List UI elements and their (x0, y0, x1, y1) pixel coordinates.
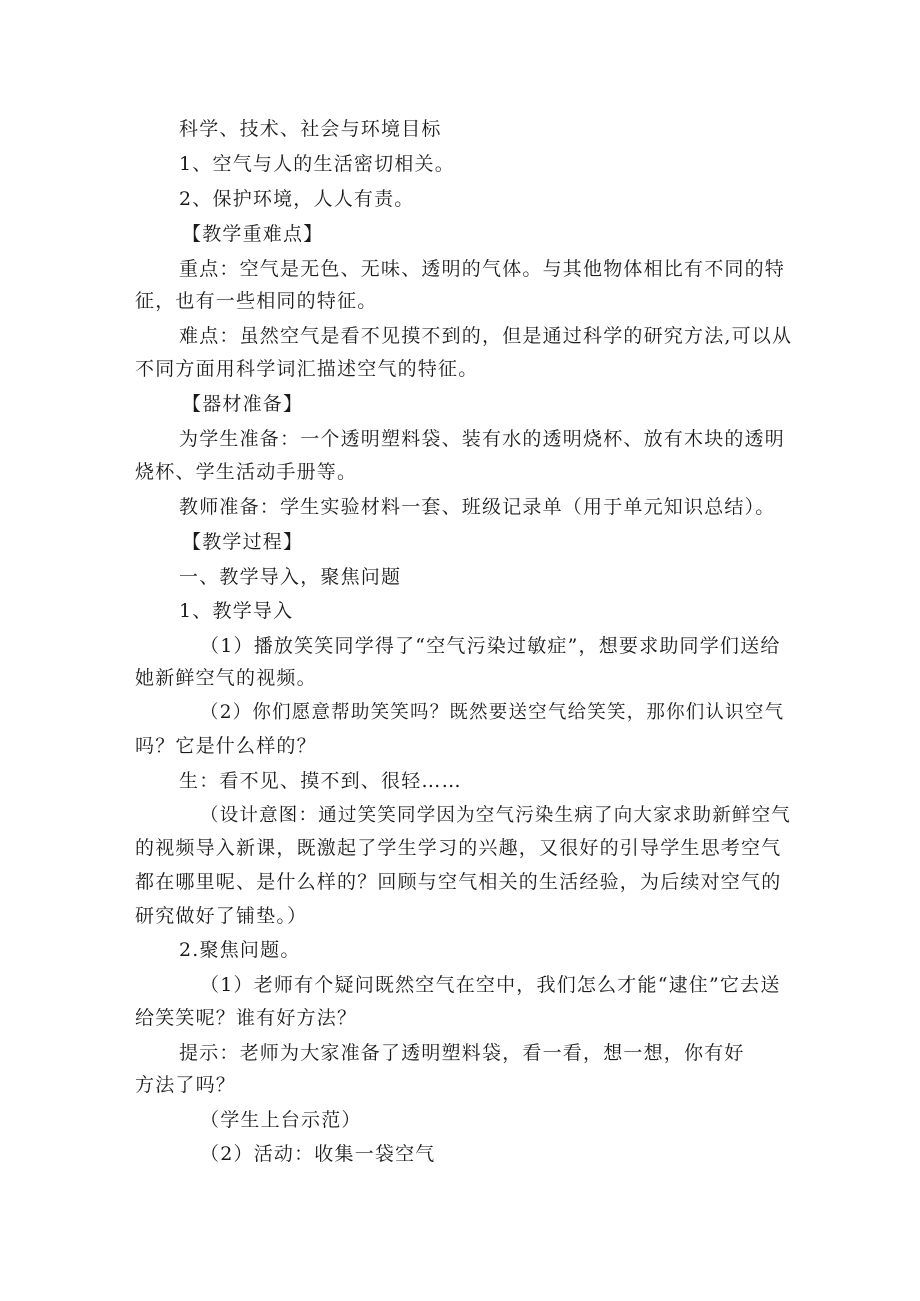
text-line-intro-heading: 1、教学导入 (179, 600, 294, 622)
text-line-difficulty-cont: 不同方面用科学词汇描述空气的特征。 (135, 358, 479, 380)
text-line-hint: 提示：老师为大家准备了透明塑料袋，看一看，想一想，你有好 (179, 1042, 745, 1064)
text-line-student-materials-cont: 烧杯、学生活动手册等。 (135, 461, 358, 483)
text-line-focus-1: （1）老师有个疑问既然空气在空中，我们怎么才能“逮住”它去送 (200, 974, 781, 996)
text-line-activity: （2）活动：收集一袋空气 (200, 1143, 436, 1165)
text-line-goal-1: 1、空气与人的生活密切相关。 (179, 153, 455, 175)
text-line-key-point: 重点：空气是无色、无味、透明的气体。与其他物体相比有不同的特 (179, 258, 786, 280)
text-line-intro-2-cont: 吗？它是什么样的？ (135, 735, 317, 757)
text-line-teacher-materials: 教师准备：学生实验材料一套、班级记录单（用于单元知识总结）。 (179, 496, 776, 518)
text-line-hint-cont: 方法了吗？ (135, 1074, 237, 1096)
text-line-intro-1: （1）播放笑笑同学得了“空气污染过敏症”，想要求助同学们送给 (200, 635, 781, 657)
text-line-focus-heading: 2.聚焦问题。 (179, 939, 301, 961)
text-line-difficulty: 难点：虽然空气是看不见摸不到的，但是通过科学的研究方法,可以从 (179, 325, 793, 347)
text-line-design-intent-cont-1: 的视频导入新课，既激起了学生学习的兴趣，又很好的引导学生思考空气 (135, 837, 782, 859)
text-line-design-intent: （设计意图：通过笑笑同学因为空气污染生病了向大家求助新鲜空气 (200, 805, 792, 826)
section-heading-process: 【教学过程】 (182, 531, 304, 553)
text-line-goal-heading: 科学、技术、社会与环境目标 (179, 118, 442, 140)
text-line-design-intent-cont-2: 都在哪里呢、是什么样的？回顾与空气相关的生活经验，为后续对空气的 (135, 871, 782, 893)
text-line-focus-1-cont: 给笑笑呢？谁有好方法？ (135, 1007, 358, 1029)
text-line-part-one: 一、教学导入，聚焦问题 (179, 566, 402, 588)
text-line-demo-note: （学生上台示范） (200, 1109, 362, 1131)
section-heading-materials: 【器材准备】 (182, 393, 304, 415)
text-line-intro-2: （2）你们愿意帮助笑笑吗？既然要送空气给笑笑，那你们认识空气 (200, 702, 785, 723)
text-line-goal-2: 2、保护环境，人人有责。 (179, 188, 415, 210)
text-line-student-answer: 生：看不见、摸不到、很轻…… (179, 770, 462, 792)
section-heading-key-points: 【教学重难点】 (182, 223, 324, 245)
text-line-design-intent-cont-3: 研究做好了铺垫。） (135, 905, 308, 927)
text-line-intro-1-cont: 她新鲜空气的视频。 (135, 667, 317, 689)
text-line-key-point-cont: 征，也有一些相同的特征。 (135, 290, 378, 312)
text-line-student-materials: 为学生准备：一个透明塑料袋、装有水的透明烧杯、放有木块的透明 (179, 428, 786, 450)
